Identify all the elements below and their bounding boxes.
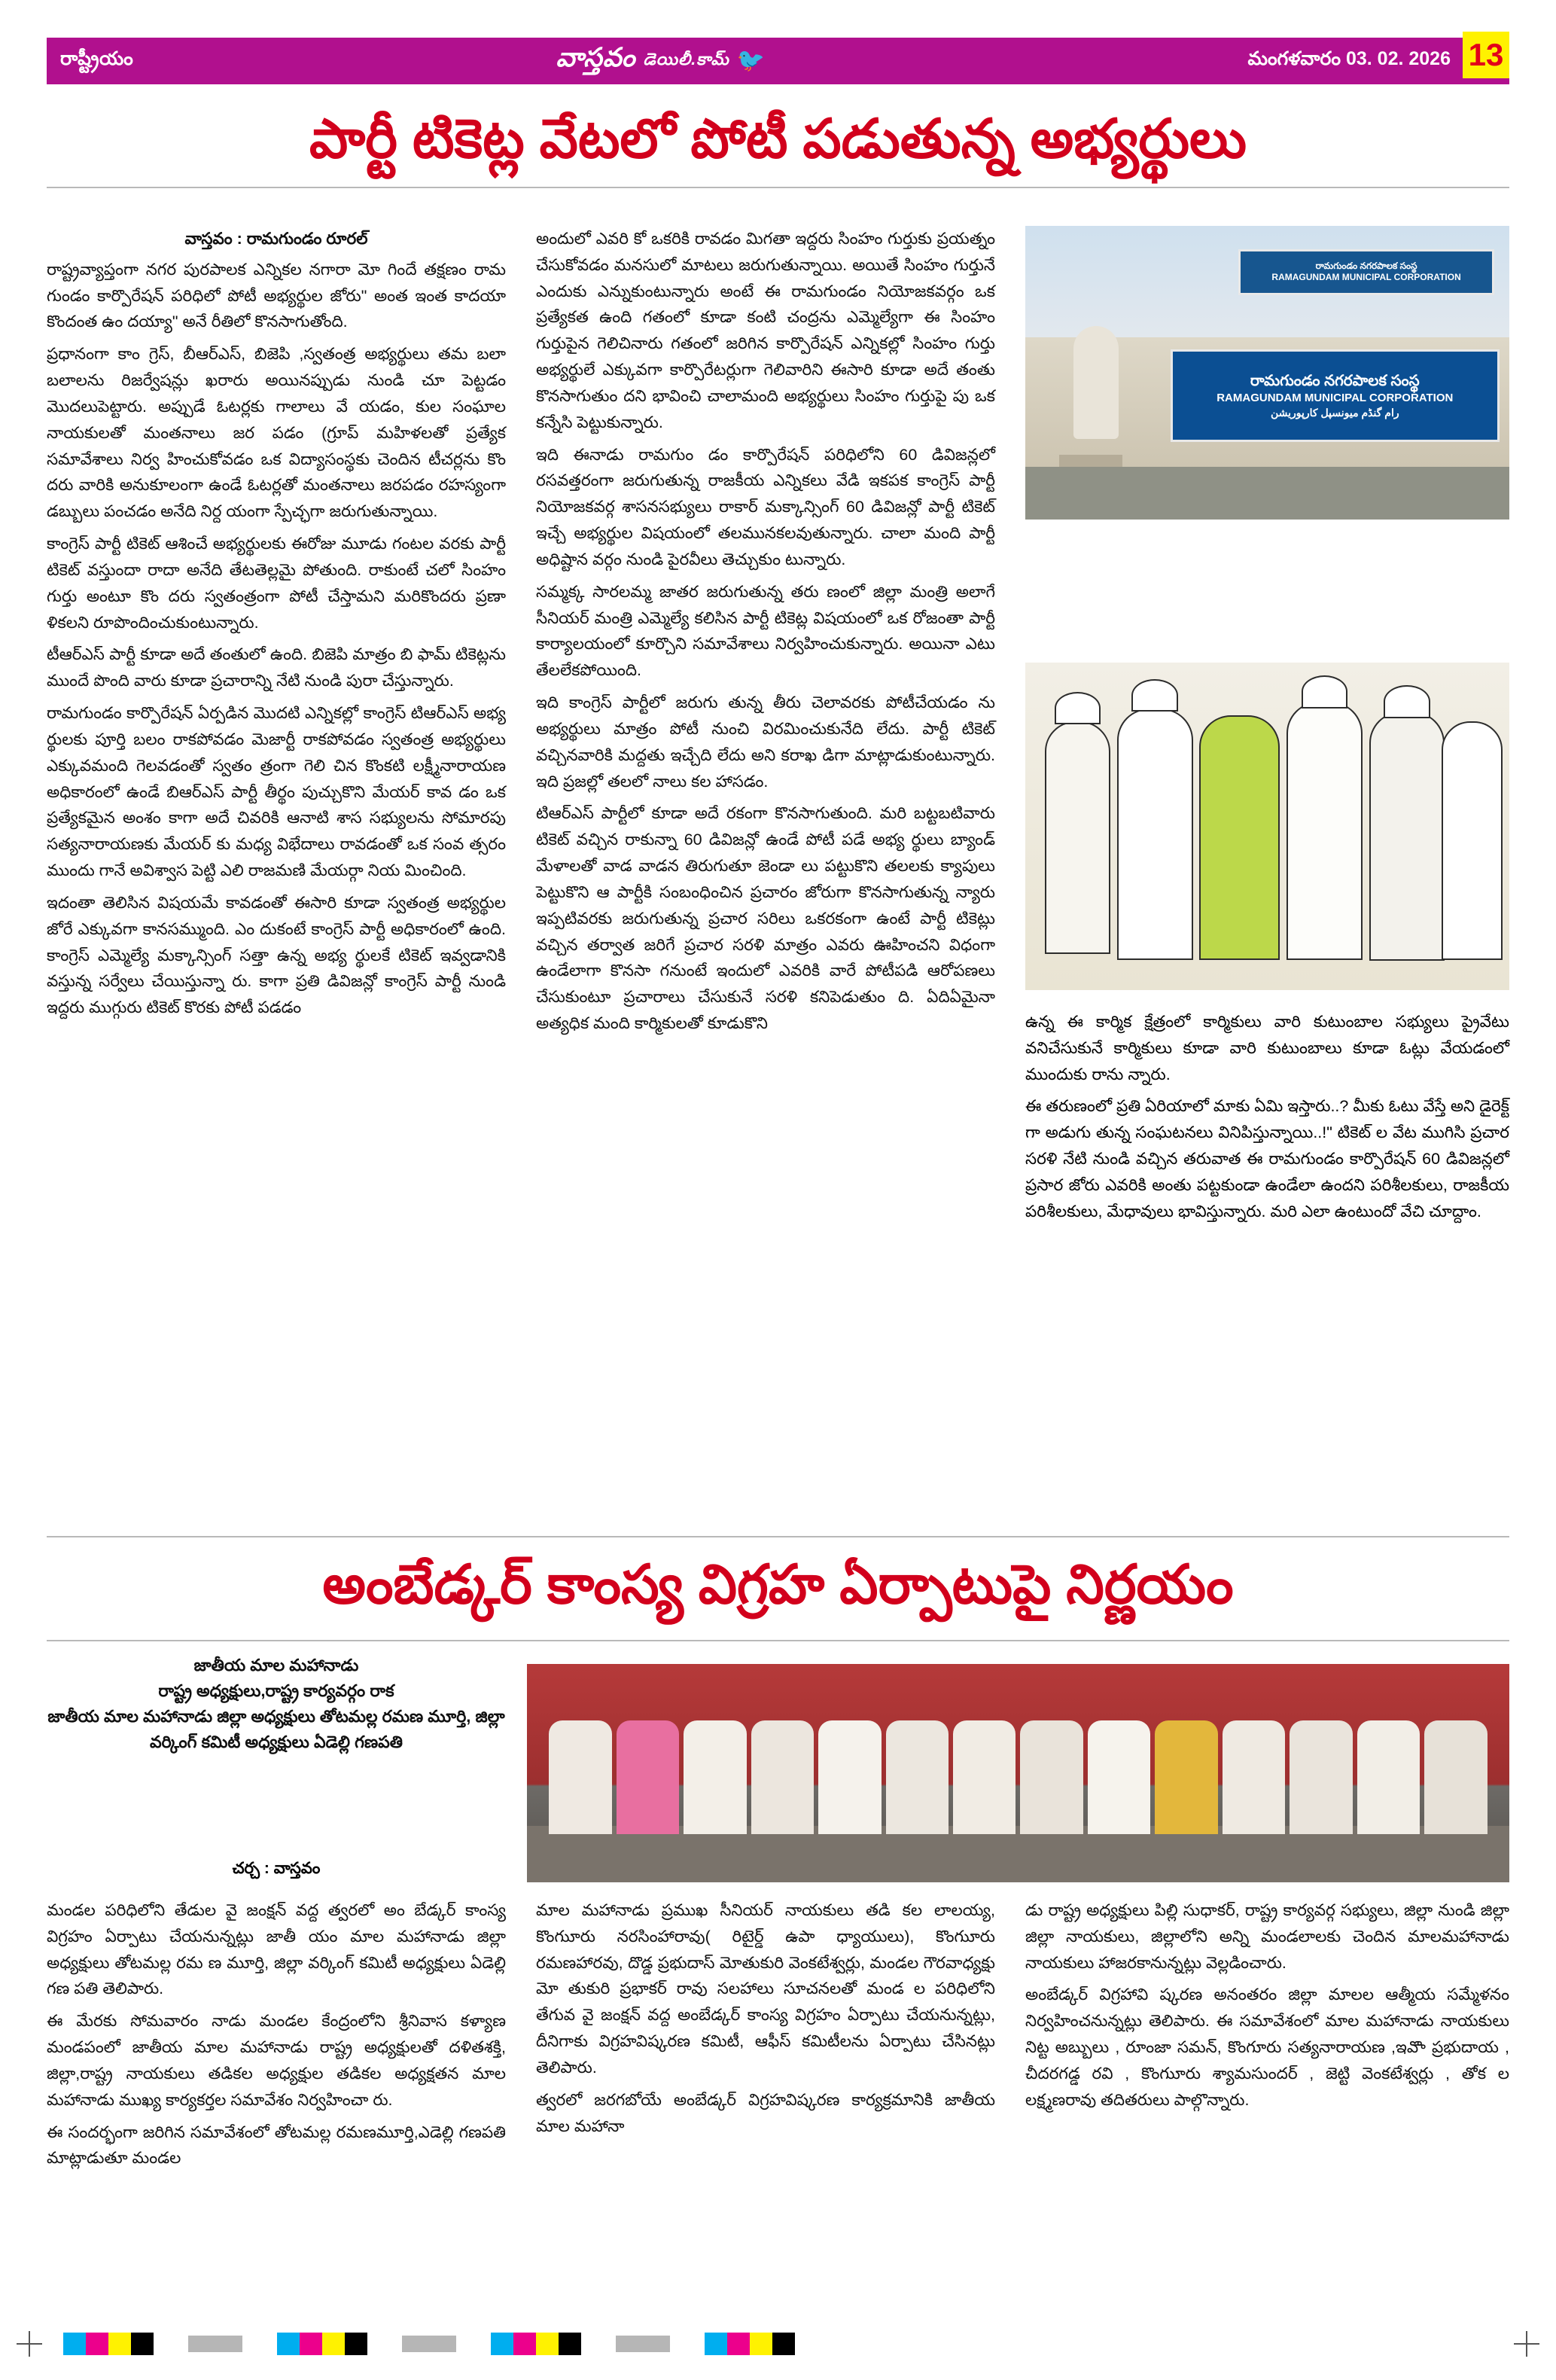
statue-figure xyxy=(1073,326,1119,439)
photo-foreground xyxy=(1025,467,1509,520)
cartoon-figure xyxy=(1117,709,1192,961)
article1-paragraph: ఇది కాంగ్రెస్ పార్టీలో జరుగు తున్న తీరు చెలావరకు పోటీచేయడం ను అభ్యర్థులు మాత్రం పోటీ నుంచి విరమించుకునేది లేదు. పార్టీ టికెట్ వచ్చినవారికి మద్దతు ఇచ్చేది లేదు అని కరాఖ డిగా మాట్లాడుకుంటున్నారు. ఇది ప్రజల్లో తలలో నాలు కల హాసడం. xyxy=(536,693,995,791)
cyan-swatch xyxy=(705,2333,727,2355)
article1-paragraph: సమ్మక్క సారలమ్మ జాతర జరుగుతున్న తరు ణంలో జిల్లా మంత్రి అలాగే సీనియర్ మంత్రి ఎమ్మెల్యే కలిసిన పార్టీ టికెట్ల విషయంలో ఒక రోజంతా పార్టీ కార్యాలయంలో కూర్చొని సమావేశాలు నిర్వహించుకున్నారు. అయినా ఎటు తేలలేకపోయింది. xyxy=(536,582,995,680)
gray-bar xyxy=(188,2336,242,2352)
page-number-badge: 13 xyxy=(1463,32,1509,78)
person xyxy=(818,1720,881,1834)
color-registration-bar xyxy=(0,2327,1556,2360)
person xyxy=(1155,1720,1217,1834)
cartoon-cap xyxy=(1384,685,1430,718)
cyan-swatch xyxy=(491,2333,513,2355)
article1-paragraph: టిఆర్ఎస్ పార్టీలో కూడా అదే రకంగా కొనసాగుతుంది. మరి బట్టబటివారు టికెట్ వచ్చిన రాకున్నా 60 డివిజన్లో ఉండే పోటీ పడే అభ్య ర్థులు బ్యాండ్ మేళాలతో వాడ వాడన తిరుగుతూ జెండా లు పట్టుకొని తలలకు క్యాపులు పెట్టుకొని ఆ పార్టీకి సంబంధించిన ప్రచారం జోరుగా కొనసాగుతున్న న్యారు ఇప్పటివరకు జరుగుతున్న ప్రచార సరిలు ఒకరకంగా ఉంటే పార్టీ టికెట్లు వచ్చిన తర్వాత జరిగే ప్రచార సరళి మాత్రం ఎవరు ఊహించని విధంగా ఉండేలాగా కొనసా గనుంటే ఇందులో ఎవరికి వారే పోటీపడి ఆరోపణలు చేసుకుంటూ ప్రచారాలు చేసుకునే సరళి కనిపెడుతుం ది. ఏదిఏమైనా అత్యధిక మంది కార్మికులతో కూడుకొని xyxy=(536,804,995,1033)
article1-paragraph: ఈ తరుణంలో ప్రతి ఏరియాలో మాకు ఏమి ఇస్తారు..? మీకు ఓటు వేస్తే అని డైరెక్ట్ గా అడుగు తున్న సంఘటనలు వినిపిస్తున్నాయి..!" టికెట్ ల వేట ముగిసి ప్రచార సరళి నేటి నుండి వచ్చిన తరువాత ఈ రామగుండం కార్పొరేషన్ 60 డివిజన్లలో ప్రసార జోరు ఎవరికి అంతు పట్టకుండా ఉండేలా ఉందని పరిశీలకులు, రాజకీయ పరిశీలకులు, మేధావులు భావిస్తున్నారు. మరి ఎలా ఉంటుందో వేచి చూద్దాం. xyxy=(1025,1097,1509,1220)
magenta-swatch xyxy=(727,2333,750,2355)
newspaper-logo xyxy=(556,43,766,79)
article2-paragraph: డు రాష్ట్ర అధ్యక్షులు పిల్లి సుధాకర్, రాష్ట్ర కార్యవర్గ సభ్యులు, జిల్లా నుండి జిల్లా జిల్లా నాయకులు, జిల్లాలోని అన్ని మండలాలకు చెందిన మాలమహానాడు నాయకులు హాజరకానున్నట్లు వెల్లడించారు. xyxy=(1025,1901,1509,1972)
article2-subhead-line: రాష్ట్ర అధ్యక్షులు,రాష్ట్ర కార్యవర్గం రాక xyxy=(158,1681,394,1701)
article2-subhead-line: జాతీయ మాల మహానాడు xyxy=(193,1656,359,1675)
upper-signboard-en: RAMAGUNDAM MUNICIPAL CORPORATION xyxy=(1271,272,1461,283)
article1-paragraph: ఇదంతా తెలిసిన విషయమే కావడంతో ఈసారి కూడా స్వతంత్ర అభ్యర్థుల జోరే ఎక్కువగా కానసమ్ముంది. ఎం దుకంటే కాంగ్రెస్ పార్టీ అధికారంలో ఉంది. కాంగ్రెస్ ఎమ్మెల్యే మక్కాన్సింగ్ సత్తా ఉన్న అభ్య ర్థులకే టికెట్ ఇవ్వడానికి వస్తున్న సర్వేలు చేయిస్తున్నా రు. కాగా ప్రతి డివిజన్లో కాంగ్రెస్ పార్టీ నుండి ఇద్దరు ముగ్గురు టికెట్ కొరకు పోటీ పడడం xyxy=(47,893,506,1017)
color-swatch-group xyxy=(63,2333,154,2355)
magenta-swatch xyxy=(86,2333,108,2355)
group-meeting-photo xyxy=(527,1664,1509,1882)
person xyxy=(617,1720,679,1834)
black-swatch xyxy=(559,2333,581,2355)
cartoon-figure-green xyxy=(1199,715,1280,961)
divider-middle-2 xyxy=(47,1640,1509,1641)
cartoon-cap xyxy=(1055,692,1101,724)
article1-column-3-bottom xyxy=(1025,1009,1509,1225)
article1-byline: వాస్తవం : రామగుండం రూరల్ xyxy=(184,230,368,248)
divider-top xyxy=(47,187,1509,188)
article1-headline: పార్టీ టికెట్ల వేటలో పోటీ పడుతున్న అభ్యర్థులు xyxy=(309,109,1247,169)
masthead-bar xyxy=(47,38,1509,84)
person xyxy=(1290,1720,1352,1834)
person xyxy=(549,1720,611,1834)
main-signboard-te: రామగుండం నగరపాలక సంస్థ xyxy=(1250,373,1420,390)
article2-paragraph: అంబేడ్కర్ విగ్రహావి ష్కరణ అనంతరం జిల్లా మాలల ఆత్మీయ సమ్మేళనం నిర్వహించనున్నట్లు తెలిపారు. ఈ సమావేశంలో మాల మహానాడు నాయకులు నిట్ట అబ్బులు , రూంజా సమన్, కొంగూరు సత్యనారాయణ ,ఇవొా ప్రభుదాయ , చీదరగడ్డ రవి , కొంగుూరు శ్యామసుందర్ , జెట్టి వెంకటేశ్వర్లు , తోక ల లక్ష్మణరావు తదితరులు పాల్గొన్నారు. xyxy=(1025,1985,1509,2109)
bird-icon: 🐦 xyxy=(736,48,766,73)
person xyxy=(1020,1720,1083,1834)
magenta-swatch xyxy=(300,2333,322,2355)
cartoon-figure xyxy=(1045,721,1111,954)
article2-paragraph: ఈ సందర్భంగా జరిగిన సమావేశంలో తోటమల్ల రమణమూర్తి,ఎడెల్లి గణపతి మాట్లాడుతూ మండల xyxy=(47,2122,506,2168)
article1-paragraph: ఇది ఈనాడు రామగుం డం కార్పొరేషన్ పరిధిలోని 60 డివిజన్లలో రసవత్తరంగా జరుగుతున్న రాజకీయ ఎన్నికలు వేడి ఇకపక కాంగ్రెస్ పార్టీ నియోజకవర్గ శాసనసభ్యులు రాకార్ మక్కాన్సింగ్ 60 డివిజన్లో పార్టీ టికెట్ ఇచ్చే అభ్యర్థుల విషయంలో తలమునకలవుతున్నారు. చాలా మంది పార్టీ అధిష్టాన వర్గం నుండి పైరవీలు తెచ్చుకుం టున్నారు. xyxy=(536,445,995,568)
yellow-swatch xyxy=(536,2333,559,2355)
registration-cross-icon xyxy=(1514,2331,1539,2357)
person xyxy=(684,1720,746,1834)
yellow-swatch xyxy=(322,2333,345,2355)
black-swatch xyxy=(345,2333,367,2355)
black-swatch xyxy=(772,2333,795,2355)
cartoon-figure xyxy=(1287,702,1362,960)
gray-bar xyxy=(616,2336,670,2352)
gray-bar xyxy=(402,2336,456,2352)
cartoon-cap xyxy=(1302,675,1348,708)
article2-column-2 xyxy=(536,1897,995,2139)
article1-column-2 xyxy=(536,226,995,1043)
color-swatch-group xyxy=(491,2333,581,2355)
person xyxy=(1424,1720,1487,1834)
article2-paragraph: మండల పరిధిలోని తేడుల వై జంక్షన్ వద్ద త్వరలో అం బేడ్కర్ కాంస్య విగ్రహం ఏర్పాటు చేయనున్నట్లు జాతీ యం మాల మహానాడు జిల్లా అధ్యక్షులు తోటమల్ల రమ ణ మూర్తి, జిల్లా వర్కింగ్ కమిటీ అధ్యక్షులు ఏడెల్లి గణ పతి తెలిపారు. xyxy=(47,1901,506,1998)
cartoon-figure xyxy=(1369,712,1445,960)
cyan-swatch xyxy=(277,2333,300,2355)
brand-suffix: డెయిలీ.కామ్ xyxy=(643,49,729,69)
article2-paragraph: మాల మహానాడు ప్రముఖ సీనియర్ నాయకులు తడి కల లాలయ్య, కొంగుూరు నరసింహారావు( రిటైర్డ్ ఉపా ధ్యాయులు), కొంగుూరు రమణహారవు, దొడ్డ ప్రభుదాస్ మోతుకురి వెంకటేశ్వర్లు, మండల గౌరవాధ్యక్షు మో తుకురి ప్రభాకర్ రావు సలహాలు సూచనలతో మండ ల పరిధిలోని తేగువ వై జంక్షన్ వద్ద అంబేడ్కర్ కాంస్య విగ్రహం ఏర్పాటు చేయనున్నట్లు, దీనిగాకు విగ్రహవిష్కరణ కమిటీ, ఆఫీస్ కమిటీలను ఏర్పాటు చేసినట్లు తెలిపారు. xyxy=(536,1901,995,2077)
cyan-swatch xyxy=(63,2333,86,2355)
black-swatch xyxy=(131,2333,154,2355)
article1-paragraph: టీఆర్ఎస్ పార్టీ కూడా అదే తంతులో ఉంది. బిజెపి మాత్రం బి ఫామ్ టికెట్లను ముందే పొంది వారు కూడా ప్రచారాన్ని నేటి నుండి పురా చేస్తున్నారు. xyxy=(47,645,506,690)
person xyxy=(953,1720,1016,1834)
person xyxy=(1357,1720,1420,1834)
article2-byline: చర్చ : వాస్తవం xyxy=(232,1860,321,1877)
article2-paragraph: త్వరలో జరగబోయే అంబేడ్కర్ విగ్రహవిష్కరణ కార్యక్రమానికి జాతీయ మాల మహానా xyxy=(536,2090,995,2135)
person xyxy=(1223,1720,1285,1834)
article2-paragraph: ఈ మేరకు సోమవారం నాడు మండల కేంద్రంలోని శ్రీనివాస కళ్యాణ మండపంలో జాతీయ మాల మహానాడు రాష్ట్ర అధ్యక్షులతో దళితశక్తి, జిల్లా,రాష్ట్ర నాయకులు తడికల అధ్యక్షుల తడికల అధ్యక్షతన మాల మహానాడు ముఖ్య కార్యకర్తల సమావేశం నిర్వహించా రు. xyxy=(47,2012,506,2109)
article2-subhead-line: జాతీయ మాల మహానాడు జిల్లా అధ్యక్షులు తోటమల్ల రమణ మూర్తి, జిల్లా వర్కింగ్ కమిటీ అధ్యక్షులు ఏడెల్లి గణపతి xyxy=(47,1707,505,1752)
article1-paragraph: ఉన్న ఈ కార్మిక క్షేత్రంలో కార్మికులు వారి కుటుంబాల సభ్యులు ప్రైవేటు వనిచేసుకునే కార్మికులు కూడా వారి కుటుంబాలు కూడా ఓట్లు వేయడంలో ముందుకు రాను న్నారు. xyxy=(1025,1013,1509,1083)
color-swatch-group xyxy=(277,2333,367,2355)
seated-people-row xyxy=(547,1720,1490,1834)
yellow-swatch xyxy=(750,2333,772,2355)
upper-signboard xyxy=(1238,249,1494,295)
publication-date: మంగళవారం 03. 02. 2026 xyxy=(1247,47,1451,69)
article1-paragraph: ప్రధానంగా కాం గ్రెస్, బీఆర్ఎస్, బిజెపి ,స్వతంత్ర అభ్యర్థులు తమ బలా బలాలను రిజర్వేషన్లు ఖరారు అయినప్పుడు నుండి చూ పెట్టడం మొదలుపెట్టారు. అప్పుడే ఓటర్లకు గాలాలు వే యడం, కుల సంఘాల నాయకులతో మంతనాలు జర పడం (గ్రూప్ మహిళలతో ప్రత్యేక సమావేశాలు నిర్వ హించుకోవడం ఒక విద్యాసంస్థకు చెందిన టీచర్లను కొం దరు వారికి అనుకూలంగా ఉండే ఓటర్లతో మంతనాలు జరపడం రహస్యంగా డబ్బులు పంచడం అనేది నిర్ద యంగా స్పేచ్ఛగా జరుగుతున్నాయి. xyxy=(47,345,506,521)
color-swatch-group xyxy=(705,2333,795,2355)
cartoon-figure xyxy=(1442,721,1503,960)
magenta-swatch xyxy=(513,2333,536,2355)
upper-signboard-te: రామగుండం నగరపాలక సంస్థ xyxy=(1315,260,1417,271)
edition-label: రాష్ట్రీయం xyxy=(60,47,134,69)
person xyxy=(751,1720,814,1834)
political-cartoon-candidates xyxy=(1025,663,1509,990)
article2-headline: అంబేడ్కర్ కాంస్య విగ్రహ ఏర్పాటుపై నిర్ణయం xyxy=(322,1555,1234,1615)
article1-column-1 xyxy=(47,226,506,1027)
article2-column-3 xyxy=(1025,1897,1509,2113)
article1-paragraph: కాంగ్రెస్ పార్టీ టికెట్ ఆశించే అభ్యర్థులకు ఈరోజు మూడు గంటల వరకు పార్టీ టికెట్ వస్తుందా రాదా అనేది తేటతెల్లమై పోతుంది. రాకుంటే చలో సింహం గుర్తు అంటూ కొం దరు స్వతంత్రంగా పోటీ చేస్తామని మరికొందరు ప్రణా ళికలని రూపొందించుకుంటున్నారు. xyxy=(47,535,506,632)
person xyxy=(886,1720,949,1834)
brand-name: వాస్తవం xyxy=(556,43,636,72)
yellow-swatch xyxy=(108,2333,131,2355)
person xyxy=(1088,1720,1150,1834)
article1-paragraph: రాష్ట్రవ్యాప్తంగా నగర పురపాలక ఎన్నికల నగారా మో గిందే తక్షణం రామ గుండం కార్పొరేషన్ పరిధిలో పోటీ అభ్యర్థుల జోరు" అంత ఇంత కాదయా కొందంత ఉం దయ్యా" అనే రీతిలో కొనసాగుతోంది. xyxy=(47,260,506,331)
main-signboard xyxy=(1171,349,1500,442)
article1-paragraph: రామగుండం కార్పొరేషన్ ఏర్పడిన మొదటి ఎన్నికల్లో కాంగ్రెస్ టిఆర్ఎస్ అభ్య ర్థులకు పూర్తి బలం రాకపోవడం మెజార్టీ రాకపోవడం స్వతంత్ర అభ్యర్థులు ఎక్కువమంది గెలవడంతో స్వతం త్రంగా గెలి చిన కొంకటి లక్ష్మీనారాయణ అధికారంలో ఉండే బిఆర్ఎస్ పార్టీ తీర్థం పుచ్చుకొని మేయర్ కావ డం ఒక ప్రత్యేకమైన అంశం కాగా అదే చివరికి ఆనాటి శాస సభ్యులను సోమారపు సత్యనారాయణకు మేయర్ కు మధ్య విభేదాలు రావడంతో ఒక సంవ త్సరం ముందు గానే అవిశ్వాస పెట్టి ఎలి రాజమణి మేయర్గా నియ మించింది. xyxy=(47,704,506,880)
registration-cross-icon xyxy=(17,2331,42,2357)
article2-column-1 xyxy=(47,1897,506,2171)
main-signboard-ur: رام گنڈم میونسپل کارپوریشن xyxy=(1270,406,1399,419)
divider-middle xyxy=(47,1536,1509,1537)
main-signboard-en: RAMAGUNDAM MUNICIPAL CORPORATION xyxy=(1216,392,1454,405)
article2-subheadings xyxy=(47,1653,506,1755)
municipal-corporation-signboard-photo xyxy=(1025,226,1509,520)
article1-paragraph: అందులో ఎవరి కో ఒకరికి రావడం మిగతా ఇద్దరు సింహం గుర్తుకు ప్రయత్నం చేసుకోవడం మనసులో మాటలు జరుగుతున్నాయి. అయితే సింహం గుర్తునే ఎందుకు ఎన్నుకుంటున్నారు అంటే ఈ రామగుండం నియోజకవర్గం ఒక ప్రత్యేకత ఉంది గతంలో కూడా కంటి చంద్రను ఎమ్మెల్యేగా ఈ సింహం గుర్తుపైన గెలిచినారు గతంలో జరిగిన కార్పొరేషన్ ఎన్నికల్లో సింహం గుర్తు అభ్యర్థులే ఎక్కువగా కార్పొరేటర్లుగా గెలివారిని ఈసారి కూడా అదే తంతు కొనసాగుతుం దని భావించి చాలామంది అభ్యర్థులు సింహం గుర్తుపై పు ఒక కన్నేసి పెట్టుకున్నారు. xyxy=(536,230,995,431)
cartoon-cap xyxy=(1131,679,1178,712)
